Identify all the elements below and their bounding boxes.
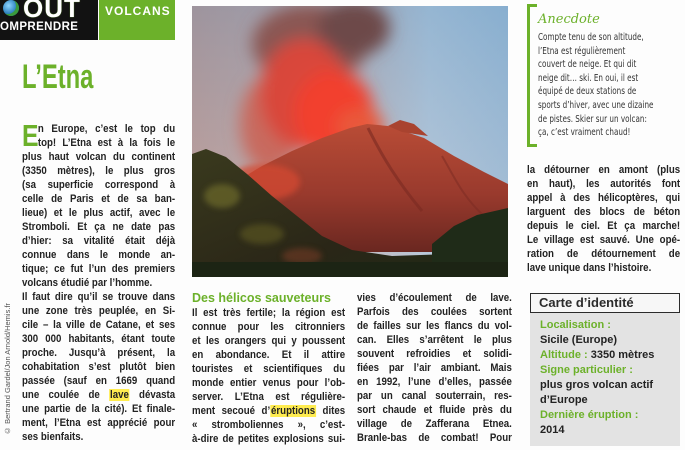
- text-segment: une coulée de: [22, 389, 110, 401]
- volcano-photo: [192, 6, 508, 277]
- text-line: l’Etna est régulièrement: [538, 45, 626, 57]
- text-line: passée (sauf en 1669 quand: [22, 375, 176, 387]
- photo-credit: © Bertrand Gardel/Jon Arnold/Hemis.fr: [3, 303, 12, 435]
- text-segment: dévasta: [129, 389, 176, 401]
- highlighted-word: lave: [110, 389, 129, 401]
- altitude-label: Altitude :: [540, 349, 588, 361]
- text-line: Le village est sauvé. Une opé-: [527, 234, 681, 246]
- article-column-4: [527, 163, 680, 275]
- identity-card: [530, 293, 680, 446]
- text-line: ment, l’Etna est apprécié pour: [22, 417, 176, 429]
- text-line: can. Elles s’arrêtent le plus: [357, 334, 512, 346]
- text-line: touristes et scientifiques du: [192, 363, 346, 375]
- anecdote-corner-top: [527, 4, 537, 7]
- text-line: de failles sur les flancs du vol-: [357, 320, 512, 332]
- eruption-value: 2014: [540, 424, 565, 436]
- altitude-value: 3350 mètres: [590, 349, 655, 361]
- text-line: sort chaude et fluide près du: [357, 404, 512, 416]
- text-line: par un canal souterrain, res-: [357, 390, 512, 402]
- text-line: en 1992, l’une d’elles, passée: [357, 376, 512, 388]
- text-line: 300 000 habitants, étant toute: [22, 333, 176, 345]
- signe-label: Signe particulier :: [540, 364, 633, 376]
- text-line: vies d’écoulement de lave.: [357, 292, 512, 304]
- column-text: [22, 118, 176, 444]
- text-line: lave unique dans l’histoire.: [527, 262, 652, 274]
- text-line: Compte tenu de son altitude,: [538, 32, 644, 43]
- text-line: Branle-bas de combat! Pour: [357, 432, 512, 444]
- anecdote-text: [538, 31, 685, 140]
- anecdote-corner-bottom: [527, 144, 537, 147]
- series-title-bottom: OMPRENDRE: [0, 21, 79, 33]
- text-line: une partie de la cité). Et finale-: [22, 403, 176, 415]
- text-line: de pistes. Skier sur un volcan:: [538, 113, 647, 125]
- column-text: [192, 306, 345, 446]
- text-line: d’hier: sa vitalité était déjà: [22, 235, 176, 247]
- article-column-2: [192, 306, 345, 446]
- text-line: depuis le ciel. Et ça marche!: [527, 220, 681, 232]
- foreground-strip: [192, 262, 508, 277]
- highlighted-word: éruptions: [271, 405, 316, 417]
- text-line: et les orangers qui y poussent: [192, 335, 346, 347]
- text-line: server. L’Etna est régulière-: [192, 391, 346, 403]
- anecdote-title: Anecdote: [538, 12, 600, 27]
- text-line: à-dire de petites explosions sui-: [192, 433, 346, 445]
- section-tag: [99, 0, 175, 40]
- text-line: lieue) et le plus actif, avec le: [22, 207, 176, 219]
- drop-cap: E: [22, 118, 39, 153]
- text-line: Il est très fertile; la région est: [192, 307, 346, 319]
- series-title-top: OUT: [23, 0, 81, 23]
- section-label: VOLCANS: [105, 4, 171, 18]
- article-title: L’Etna: [22, 58, 94, 96]
- text-line: Stromboli. Et ça ne date pas: [22, 221, 176, 233]
- text-line: « stromboliennes », c’est-: [192, 419, 346, 431]
- text-line: ration de détournement de: [527, 248, 681, 260]
- text-line: n Europe, c’est le top du: [37, 123, 176, 135]
- identity-card-header: [530, 293, 680, 313]
- text-line: proche. Jusqu’à présent, la: [22, 347, 176, 359]
- sunlit-foliage: [282, 248, 322, 264]
- text-line: cohabitation s’est plutôt bien: [22, 361, 176, 373]
- text-line: monde entier venus pour l’ob-: [192, 377, 346, 389]
- localisation-value: Sicile (Europe): [540, 334, 618, 346]
- series-banner: [0, 0, 98, 40]
- section-subheading: Des hélicos sauveteurs: [192, 291, 331, 305]
- text-line: (sa superficie correspond à: [22, 179, 176, 191]
- sunlit-foliage: [204, 184, 240, 208]
- text-line: fiées par l’air ambiant. Mais: [357, 362, 512, 374]
- altitude-row: [540, 348, 654, 363]
- column-text: [357, 291, 512, 445]
- column-text: [527, 163, 680, 275]
- text-line: village de Zafferana Etnea.: [357, 418, 512, 430]
- anecdote-lines: [538, 31, 675, 140]
- signe-value-line: d’Europe: [540, 394, 588, 406]
- article-column-3: [357, 291, 512, 445]
- anecdote-box: [527, 4, 680, 147]
- text-line: [22, 388, 175, 402]
- text-line: souvent refroidies et solidi-: [357, 348, 512, 360]
- text-line: en abondance. Et il attire: [192, 349, 346, 361]
- etna-eruption-photo: [192, 6, 508, 277]
- text-line: plus haut volcan du continent: [22, 151, 176, 163]
- text-line: celle de Paris et de sa ban-: [22, 193, 176, 205]
- text-line: en haut), les autorités font: [527, 178, 681, 190]
- eruption-label: Dernière éruption :: [540, 409, 639, 421]
- text-line: tique; ce fut l’un des premiers: [22, 263, 176, 275]
- text-line: Il faut dire qu’il se trouve dans: [22, 291, 176, 303]
- text-line: sports d’hiver, avec une dizaine: [538, 99, 654, 111]
- article-column-1: [22, 118, 176, 444]
- signe-value-line: plus gros volcan actif: [540, 379, 654, 391]
- text-segment: ment secoué d’: [192, 405, 271, 417]
- text-line: neige dit… ski. En oui, il est: [538, 72, 639, 84]
- text-line: connue dans le monde an-: [22, 249, 176, 261]
- text-line: volcans étudié par l’homme.: [22, 277, 153, 289]
- text-line: connue pour les citronniers: [192, 321, 346, 333]
- text-line: Parfois des coulées sortent: [357, 306, 512, 318]
- text-line: larguent des blocs de béton: [527, 206, 681, 218]
- text-line: équipé de deux stations de: [538, 86, 637, 98]
- text-line: [192, 404, 345, 418]
- text-line: ça, c’est vraiment chaud!: [538, 127, 631, 139]
- text-line: appel à des hélicoptères, qui: [527, 192, 681, 204]
- identity-card-body: [540, 318, 654, 438]
- text-line: top! L’Etna est à la fois le: [37, 137, 176, 149]
- globe-icon: [3, 0, 19, 16]
- text-line: couvert de neige. Et qui dit: [538, 59, 637, 71]
- text-line: (3350 mètres), le plus gros: [22, 165, 176, 177]
- localisation-label: Localisation :: [540, 319, 611, 331]
- identity-card-title: Carte d’identité: [539, 295, 634, 310]
- text-line: une zone très peuplée, en Si-: [22, 305, 176, 317]
- text-segment: dites: [316, 405, 346, 417]
- text-line: la détourner en amont (plus: [527, 164, 681, 176]
- text-line: cile – la ville de Catane, et ses: [22, 319, 176, 331]
- sunlit-foliage: [240, 224, 284, 244]
- text-line: ses bienfaits.: [22, 431, 84, 443]
